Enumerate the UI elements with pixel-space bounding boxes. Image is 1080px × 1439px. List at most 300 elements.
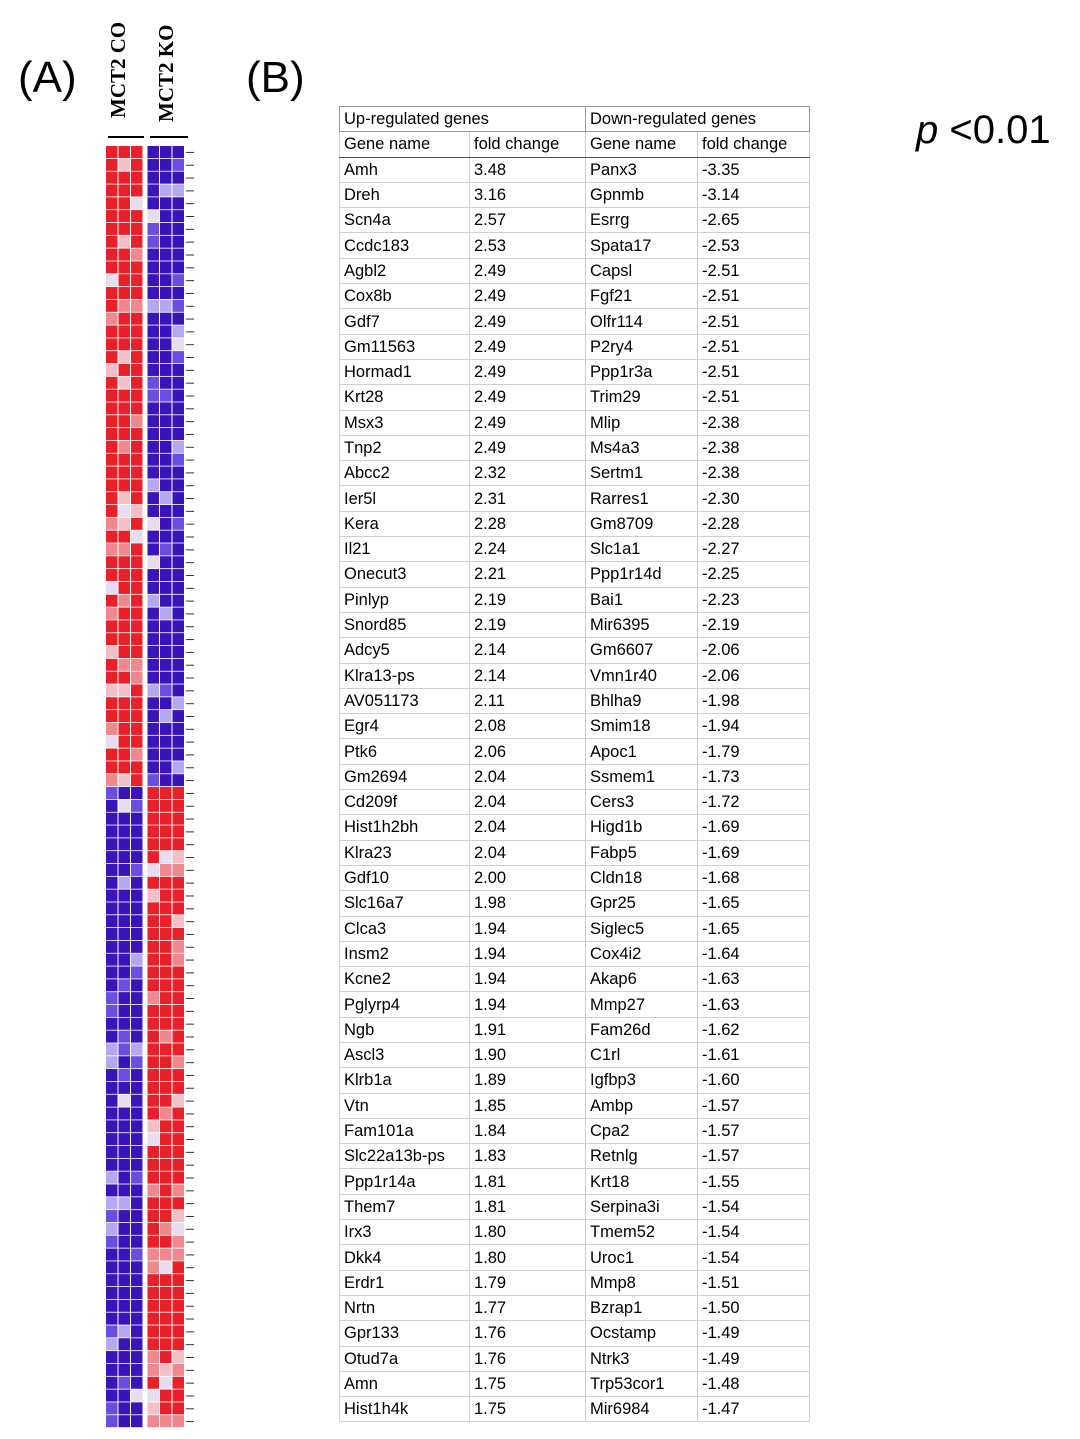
heatmap-cell [160, 249, 172, 261]
up-fold-change: 1.90 [470, 1042, 586, 1067]
down-gene-name: Ppp1r14d [586, 562, 698, 587]
heatmap-cell [119, 454, 131, 466]
down-gene-name: Gm8709 [586, 511, 698, 536]
heatmap-cell [119, 1120, 131, 1132]
heatmap-cell [106, 184, 118, 196]
group-label-co: MCT2 CO [106, 21, 130, 118]
heatmap-cell [106, 390, 118, 402]
heatmap-cell [106, 723, 118, 735]
table-row [340, 1346, 810, 1371]
up-gene-name: Egr4 [340, 714, 470, 739]
heatmap-cell [173, 1390, 185, 1402]
up-gene-name: Slc22a13b-ps [340, 1144, 470, 1169]
heatmap-cell [160, 184, 172, 196]
table-row [340, 1371, 810, 1396]
heatmap-cell [119, 1300, 131, 1312]
heatmap-cell [106, 1313, 118, 1325]
heatmap-cell [148, 1005, 160, 1017]
heatmap-cell [148, 454, 160, 466]
heatmap-cell [106, 1108, 118, 1120]
heatmap-cell [160, 851, 172, 863]
heatmap-cell [131, 1325, 143, 1337]
heatmap-cell [131, 710, 143, 722]
heatmap-cell [173, 595, 185, 607]
heatmap-cell [119, 1043, 131, 1055]
table-row [340, 157, 810, 182]
heatmap-cell [148, 825, 160, 837]
heatmap-cell [148, 838, 160, 850]
heatmap-cell [131, 1338, 143, 1350]
up-fold-change: 1.98 [470, 891, 586, 916]
down-fold-change: -2.51 [698, 334, 810, 359]
heatmap-cell [106, 505, 118, 517]
down-fold-change: -2.38 [698, 410, 810, 435]
down-gene-name: Mmp27 [586, 992, 698, 1017]
heatmap-cell [119, 723, 131, 735]
heatmap-cell [148, 1325, 160, 1337]
heatmap-cell [173, 1210, 185, 1222]
down-gene-name: Gm6607 [586, 638, 698, 663]
heatmap-cell [148, 518, 160, 530]
heatmap-cell [148, 877, 160, 889]
heatmap-cell [106, 556, 118, 568]
heatmap-cell [106, 633, 118, 645]
heatmap-cell [131, 992, 143, 1004]
heatmap-cell [148, 1146, 160, 1158]
up-gene-name: Ier5l [340, 486, 470, 511]
heatmap-cell [131, 1261, 143, 1273]
heatmap-cell [160, 505, 172, 517]
heatmap-cell [106, 1338, 118, 1350]
heatmap-cell [173, 377, 185, 389]
heatmap-cell [173, 710, 185, 722]
table-row [340, 461, 810, 486]
up-fold-change: 1.80 [470, 1220, 586, 1245]
heatmap-cell [148, 749, 160, 761]
heatmap-cell [119, 1249, 131, 1261]
heatmap-cell [173, 851, 185, 863]
heatmap-cell [119, 197, 131, 209]
down-fold-change: -1.51 [698, 1270, 810, 1295]
heatmap-cell [131, 172, 143, 184]
heatmap-cell [173, 902, 185, 914]
heatmap-cell [148, 1390, 160, 1402]
heatmap-cell [148, 1082, 160, 1094]
heatmap-cell [160, 1120, 172, 1132]
heatmap-cell [148, 1236, 160, 1248]
heatmap-cell [131, 608, 143, 620]
heatmap-cell [131, 338, 143, 350]
heatmap-cell [173, 1274, 185, 1286]
heatmap-cell [148, 736, 160, 748]
heatmap-cell [106, 1146, 118, 1158]
heatmap-cell [173, 954, 185, 966]
down-fold-change: -1.48 [698, 1371, 810, 1396]
heatmap-cell [148, 633, 160, 645]
table-group-header-row [340, 107, 810, 132]
heatmap-cell [131, 159, 143, 171]
heatmap-cell [160, 1056, 172, 1068]
heatmap-cell [131, 979, 143, 991]
heatmap-cell [148, 1402, 160, 1414]
heatmap-cell [119, 1069, 131, 1081]
heatmap-cell [173, 774, 185, 786]
heatmap-cell [119, 1146, 131, 1158]
down-gene-name: Apoc1 [586, 739, 698, 764]
up-gene-name: Erdr1 [340, 1270, 470, 1295]
heatmap-cell [119, 890, 131, 902]
heatmap-cell [160, 710, 172, 722]
heatmap-cell [148, 249, 160, 261]
heatmap-cell [119, 1184, 131, 1196]
down-gene-name: Tmem52 [586, 1220, 698, 1245]
heatmap-cell [160, 941, 172, 953]
down-fold-change: -2.27 [698, 537, 810, 562]
heatmap-cell [148, 902, 160, 914]
heatmap-cell [173, 672, 185, 684]
heatmap-cell [148, 1249, 160, 1261]
heatmap-cell [160, 1261, 172, 1273]
heatmap-cell [160, 377, 172, 389]
heatmap-cell [106, 915, 118, 927]
heatmap-cell [160, 723, 172, 735]
heatmap-cell [131, 582, 143, 594]
heatmap-cell [173, 1197, 185, 1209]
heatmap-cell [173, 1056, 185, 1068]
down-gene-name: Slc1a1 [586, 537, 698, 562]
up-fold-change: 1.94 [470, 967, 586, 992]
heatmap-cell [160, 1300, 172, 1312]
heatmap-cell [173, 1120, 185, 1132]
heatmap-cell [106, 1172, 118, 1184]
up-gene-name: Scn4a [340, 208, 470, 233]
table-row [340, 359, 810, 384]
heatmap-cell [148, 813, 160, 825]
down-gene-name: Ssmem1 [586, 764, 698, 789]
heatmap-cell [106, 1056, 118, 1068]
table-row [340, 1042, 810, 1067]
heatmap-cell [148, 1120, 160, 1132]
heatmap-cell [160, 1108, 172, 1120]
heatmap-cell [173, 1351, 185, 1363]
heatmap-cell [160, 428, 172, 440]
heatmap-cell [131, 1415, 143, 1427]
heatmap-cell [160, 582, 172, 594]
heatmap-cell [173, 1031, 185, 1043]
heatmap-cell [131, 966, 143, 978]
heatmap-cell [119, 184, 131, 196]
up-fold-change: 1.76 [470, 1346, 586, 1371]
heatmap-cell [173, 736, 185, 748]
up-gene-name: Hormad1 [340, 359, 470, 384]
heatmap-cell [119, 800, 131, 812]
up-gene-name: Abcc2 [340, 461, 470, 486]
heatmap-cell [160, 1043, 172, 1055]
heatmap-cell [173, 864, 185, 876]
heatmap-cell [119, 749, 131, 761]
down-gene-name: Spata17 [586, 233, 698, 258]
heatmap-cell [160, 877, 172, 889]
heatmap-cell [160, 761, 172, 773]
down-gene-name: Akap6 [586, 967, 698, 992]
heatmap-cell [173, 761, 185, 773]
heatmap-cell [106, 172, 118, 184]
heatmap-cell [106, 838, 118, 850]
heatmap-cell [106, 595, 118, 607]
heatmap-cell [106, 313, 118, 325]
heatmap-cell [119, 1095, 131, 1107]
heatmap-cell [106, 1184, 118, 1196]
heatmap-cell [148, 1261, 160, 1273]
heatmap-cell [106, 902, 118, 914]
up-gene-name: Agbl2 [340, 258, 470, 283]
heatmap-cell [119, 338, 131, 350]
down-gene-name: Serpina3i [586, 1194, 698, 1219]
heatmap-cell [173, 1005, 185, 1017]
up-gene-name: Il21 [340, 537, 470, 562]
heatmap-cell [106, 1402, 118, 1414]
heatmap-cell [160, 159, 172, 171]
down-gene-name: Ambp [586, 1093, 698, 1118]
heatmap-cell [119, 877, 131, 889]
heatmap-cell [173, 1108, 185, 1120]
table-row [340, 663, 810, 688]
heatmap-cell [106, 1018, 118, 1030]
heatmap-cell [119, 159, 131, 171]
heatmap-cell [160, 338, 172, 350]
heatmap-cell [160, 1377, 172, 1389]
heatmap-cell [119, 1210, 131, 1222]
up-gene-name: Amn [340, 1371, 470, 1396]
col-header-gene-up: Gene name [340, 132, 470, 157]
heatmap-cell [160, 659, 172, 671]
heatmap-cell [106, 300, 118, 312]
heatmap-cell [119, 390, 131, 402]
heatmap-cell [148, 1069, 160, 1081]
down-gene-name: Gpnmb [586, 182, 698, 207]
heatmap-cell [119, 954, 131, 966]
heatmap-cell [160, 531, 172, 543]
heatmap-cell [160, 864, 172, 876]
gene-table [339, 106, 810, 1422]
up-gene-name: Dkk4 [340, 1245, 470, 1270]
heatmap-cell [160, 966, 172, 978]
heatmap-cell [160, 364, 172, 376]
heatmap-cell [173, 479, 185, 491]
down-gene-name: Bhlha9 [586, 688, 698, 713]
down-gene-name: Esrrg [586, 208, 698, 233]
heatmap-cell [148, 261, 160, 273]
heatmap-cell [106, 274, 118, 286]
heatmap-cell [131, 864, 143, 876]
heatmap-cell [131, 518, 143, 530]
heatmap-cell [119, 325, 131, 337]
heatmap-cell [131, 761, 143, 773]
heatmap-cell [173, 697, 185, 709]
heatmap-cell [106, 492, 118, 504]
up-gene-name: Vtn [340, 1093, 470, 1118]
heatmap-cell [160, 223, 172, 235]
heatmap-cell [148, 723, 160, 735]
heatmap-cell [173, 569, 185, 581]
heatmap-cell [148, 236, 160, 248]
heatmap-cell [173, 543, 185, 555]
heatmap-cell [160, 172, 172, 184]
heatmap-cell [106, 325, 118, 337]
up-fold-change: 1.81 [470, 1194, 586, 1219]
heatmap-cell [106, 428, 118, 440]
up-gene-name: Otud7a [340, 1346, 470, 1371]
up-gene-name: Ppp1r14a [340, 1169, 470, 1194]
up-fold-change: 1.91 [470, 1017, 586, 1042]
heatmap-cell [131, 1300, 143, 1312]
heatmap-cell [160, 774, 172, 786]
heatmap-cell [148, 966, 160, 978]
heatmap-cell [119, 633, 131, 645]
heatmap-cell [131, 184, 143, 196]
heatmap-cell [119, 556, 131, 568]
heatmap-cell [173, 1402, 185, 1414]
table-column-header-row [340, 132, 810, 157]
up-gene-name: Hist1h4k [340, 1397, 470, 1422]
up-gene-name: Gdf7 [340, 309, 470, 334]
heatmap-cell [173, 633, 185, 645]
heatmap-cell [131, 595, 143, 607]
heatmap-cell [119, 1082, 131, 1094]
heatmap-cell [148, 1351, 160, 1363]
up-gene-name: Kcne2 [340, 967, 470, 992]
table-row [340, 435, 810, 460]
heatmap-cell [148, 1108, 160, 1120]
heatmap-cell [160, 274, 172, 286]
heatmap-cell [131, 1249, 143, 1261]
down-gene-name: Ntrk3 [586, 1346, 698, 1371]
heatmap-cell [131, 1402, 143, 1414]
heatmap-cell [160, 313, 172, 325]
heatmap-cell [160, 800, 172, 812]
heatmap-cell [160, 954, 172, 966]
heatmap-cell [173, 723, 185, 735]
heatmap-cell [160, 1095, 172, 1107]
heatmap-cell [148, 441, 160, 453]
up-fold-change: 1.80 [470, 1245, 586, 1270]
up-fold-change: 2.49 [470, 258, 586, 283]
heatmap-cell [119, 467, 131, 479]
heatmap-cell [160, 697, 172, 709]
heatmap-cell [148, 1043, 160, 1055]
table-row [340, 1093, 810, 1118]
heatmap-cell [106, 1300, 118, 1312]
heatmap-cell [173, 223, 185, 235]
heatmap-cell [131, 261, 143, 273]
heatmap-cell [119, 1274, 131, 1286]
down-gene-name: Cox4i2 [586, 941, 698, 966]
heatmap-cell [160, 1031, 172, 1043]
heatmap-cell [106, 261, 118, 273]
heatmap-cell [160, 1364, 172, 1376]
down-gene-name: Uroc1 [586, 1245, 698, 1270]
heatmap-cell [131, 390, 143, 402]
down-gene-name: Vmn1r40 [586, 663, 698, 688]
heatmap-cell [131, 723, 143, 735]
down-gene-name: Ms4a3 [586, 435, 698, 460]
heatmap-cell [119, 838, 131, 850]
heatmap-cell [119, 992, 131, 1004]
heatmap-cell [148, 1415, 160, 1427]
up-fold-change: 1.94 [470, 992, 586, 1017]
heatmap-cell [119, 518, 131, 530]
heatmap-cell [160, 646, 172, 658]
heatmap-cell [160, 1313, 172, 1325]
heatmap-cell [131, 569, 143, 581]
heatmap-cell [160, 543, 172, 555]
heatmap-cell [119, 261, 131, 273]
heatmap-cell [148, 992, 160, 1004]
down-gene-name: C1rl [586, 1042, 698, 1067]
heatmap-cell [148, 428, 160, 440]
heatmap-cell [148, 1364, 160, 1376]
heatmap-cell [148, 543, 160, 555]
heatmap-cell [131, 1031, 143, 1043]
heatmap-cell [106, 954, 118, 966]
heatmap-cell [106, 210, 118, 222]
table-row [340, 562, 810, 587]
heatmap-cell [160, 1249, 172, 1261]
heatmap-cell [119, 659, 131, 671]
heatmap-cell [148, 954, 160, 966]
group-bar-ko [150, 136, 188, 138]
down-gene-name: Panx3 [586, 157, 698, 182]
heatmap-cell [106, 159, 118, 171]
heatmap-cell [106, 377, 118, 389]
heatmap-cell [106, 646, 118, 658]
heatmap-cell [131, 915, 143, 927]
up-gene-name: Pinlyp [340, 587, 470, 612]
down-fold-change: -1.50 [698, 1295, 810, 1320]
heatmap-cell [131, 351, 143, 363]
heatmap-cell [131, 274, 143, 286]
down-gene-name: Trim29 [586, 385, 698, 410]
heatmap-cell [106, 928, 118, 940]
down-gene-name: Retnlg [586, 1144, 698, 1169]
up-gene-name: Hist1h2bh [340, 815, 470, 840]
group-label-ko: MCT2 KO [154, 24, 178, 122]
table-row [340, 334, 810, 359]
heatmap-cell [106, 441, 118, 453]
down-gene-name: Ppp1r3a [586, 359, 698, 384]
heatmap-cell [119, 210, 131, 222]
down-fold-change: -2.51 [698, 385, 810, 410]
heatmap-cell [148, 608, 160, 620]
down-fold-change: -1.65 [698, 916, 810, 941]
table-row [340, 233, 810, 258]
heatmap-cell [148, 1031, 160, 1043]
heatmap-cell [119, 1159, 131, 1171]
up-gene-name: Krt28 [340, 385, 470, 410]
up-fold-change: 2.49 [470, 410, 586, 435]
heatmap-cell [119, 813, 131, 825]
heatmap-cell [119, 531, 131, 543]
down-fold-change: -2.38 [698, 435, 810, 460]
heatmap-cell [131, 787, 143, 799]
heatmap-cell [106, 1261, 118, 1273]
heatmap-cell [119, 1172, 131, 1184]
down-gene-name: Fgf21 [586, 284, 698, 309]
up-fold-change: 2.24 [470, 537, 586, 562]
down-fold-change: -1.49 [698, 1321, 810, 1346]
heatmap-cell [106, 146, 118, 158]
table-row [340, 309, 810, 334]
